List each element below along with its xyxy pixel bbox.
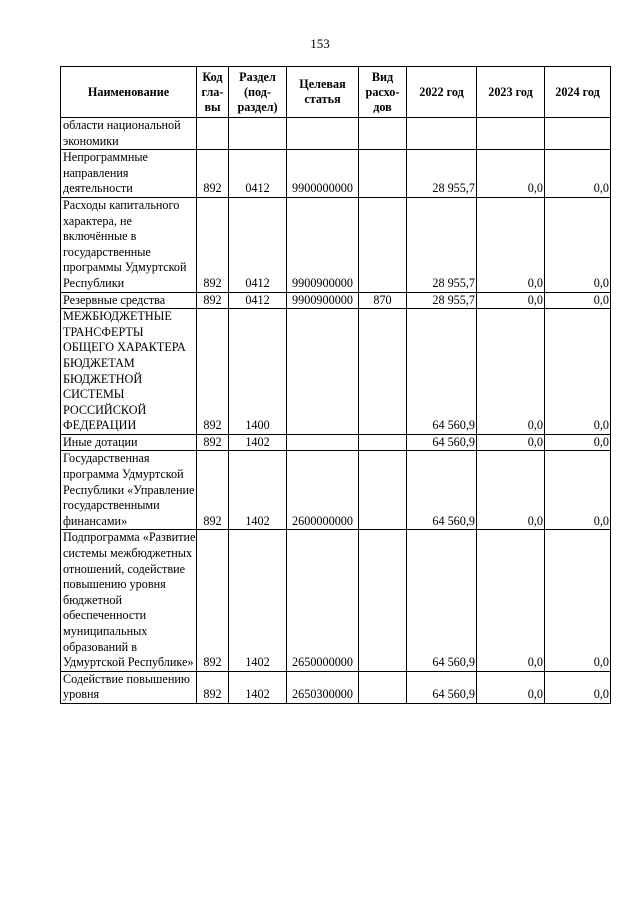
table-row [61, 309, 611, 435]
row-name: Подпрограмма «Развитие системы межбюджетных отношений, содействие повышению уровня бюджетной обеспеченности муниципальных образований в Удмуртской Республике» [61, 530, 197, 671]
col-header-target: Целевая статья [287, 67, 359, 118]
row-code: 892 [197, 530, 229, 671]
row-target: 2650000000 [287, 530, 359, 671]
row-type [359, 671, 407, 703]
row-code: 892 [197, 434, 229, 451]
table-row [61, 530, 611, 671]
row-2023: 0,0 [477, 530, 545, 671]
row-name: МЕЖБЮДЖЕТНЫЕ ТРАНСФЕРТЫ ОБЩЕГО ХАРАКТЕРА БЮДЖЕТАМ БЮДЖЕТНОЙ СИСТЕМЫ РОССИЙСКОЙ ФЕДЕРАЦИИ [61, 309, 197, 435]
col-header-2024: 2024 год [545, 67, 611, 118]
row-section [229, 118, 287, 150]
row-target [287, 118, 359, 150]
row-2023 [477, 118, 545, 150]
col-header-code: Код гла-вы [197, 67, 229, 118]
table-row [61, 197, 611, 292]
col-header-2022: 2022 год [407, 67, 477, 118]
row-2022: 64 560,9 [407, 434, 477, 451]
row-2024: 0,0 [545, 451, 611, 530]
row-target [287, 434, 359, 451]
row-section: 0412 [229, 197, 287, 292]
row-2022: 64 560,9 [407, 671, 477, 703]
page-number: 153 [310, 36, 330, 51]
row-section: 1402 [229, 530, 287, 671]
row-target [287, 309, 359, 435]
row-2022: 64 560,9 [407, 451, 477, 530]
col-header-section: Раздел (под-раздел) [229, 67, 287, 118]
row-target: 9900900000 [287, 197, 359, 292]
row-2022: 64 560,9 [407, 309, 477, 435]
row-code: 892 [197, 451, 229, 530]
table-row [61, 292, 611, 309]
row-name: области национальной экономики [61, 118, 197, 150]
row-section: 0412 [229, 150, 287, 198]
row-code: 892 [197, 197, 229, 292]
row-2024: 0,0 [545, 197, 611, 292]
row-2024: 0,0 [545, 671, 611, 703]
row-2024 [545, 118, 611, 150]
table-row [61, 434, 611, 451]
row-2022: 64 560,9 [407, 530, 477, 671]
row-2024: 0,0 [545, 292, 611, 309]
row-2023: 0,0 [477, 150, 545, 198]
row-type [359, 530, 407, 671]
row-2024: 0,0 [545, 434, 611, 451]
col-header-name: Наименование [61, 67, 197, 118]
row-type [359, 434, 407, 451]
row-name: Иные дотации [61, 434, 197, 451]
row-code: 892 [197, 292, 229, 309]
row-target: 9900900000 [287, 292, 359, 309]
col-header-type: Вид расхо-дов [359, 67, 407, 118]
row-name: Государственная программа Удмуртской Республики «Управление государственными финансами» [61, 451, 197, 530]
row-type [359, 197, 407, 292]
row-2023: 0,0 [477, 451, 545, 530]
row-2024: 0,0 [545, 530, 611, 671]
row-code [197, 118, 229, 150]
budget-table [60, 66, 611, 704]
row-type [359, 118, 407, 150]
table-row [61, 671, 611, 703]
row-2023: 0,0 [477, 197, 545, 292]
row-section: 1402 [229, 451, 287, 530]
row-code: 892 [197, 150, 229, 198]
row-name: Резервные средства [61, 292, 197, 309]
row-name: Непрограммные направления деятельности [61, 150, 197, 198]
row-code: 892 [197, 309, 229, 435]
table-row [61, 118, 611, 150]
row-2023: 0,0 [477, 309, 545, 435]
row-2022: 28 955,7 [407, 150, 477, 198]
row-type [359, 150, 407, 198]
row-type [359, 451, 407, 530]
row-2024: 0,0 [545, 150, 611, 198]
row-section: 1402 [229, 434, 287, 451]
row-2022: 28 955,7 [407, 197, 477, 292]
row-section: 1400 [229, 309, 287, 435]
row-target: 2650300000 [287, 671, 359, 703]
row-section: 0412 [229, 292, 287, 309]
row-type: 870 [359, 292, 407, 309]
table-row [61, 451, 611, 530]
header-row [61, 67, 611, 118]
row-2023: 0,0 [477, 671, 545, 703]
row-2023: 0,0 [477, 292, 545, 309]
row-2022: 28 955,7 [407, 292, 477, 309]
row-name: Расходы капитального характера, не включённые в государственные программы Удмуртской Республики [61, 197, 197, 292]
row-2022 [407, 118, 477, 150]
col-header-2023: 2023 год [477, 67, 545, 118]
row-name: Содействие повышению уровня [61, 671, 197, 703]
row-section: 1402 [229, 671, 287, 703]
row-2024: 0,0 [545, 309, 611, 435]
row-2023: 0,0 [477, 434, 545, 451]
row-type [359, 309, 407, 435]
row-target: 9900000000 [287, 150, 359, 198]
row-target: 2600000000 [287, 451, 359, 530]
row-code: 892 [197, 671, 229, 703]
table-row [61, 150, 611, 198]
